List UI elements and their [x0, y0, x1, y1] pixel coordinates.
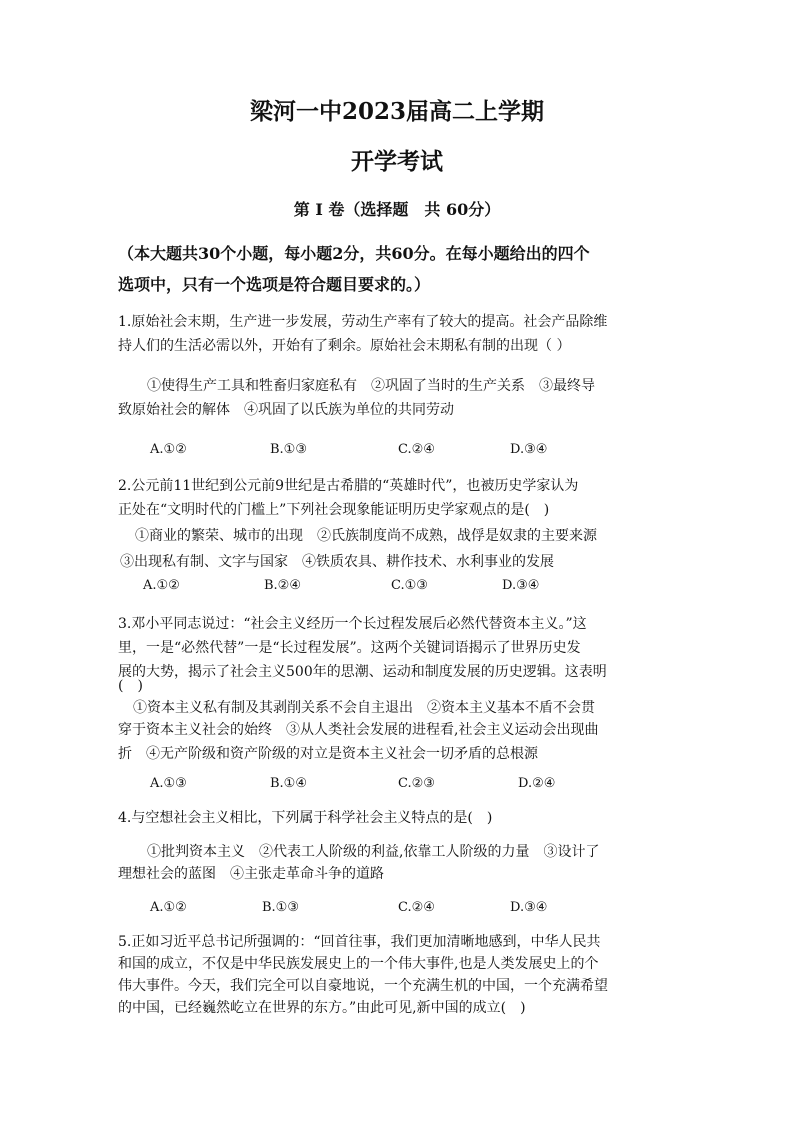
question-statements: 理想社会的蓝图 ④主张走革命斗争的道路 [118, 866, 384, 882]
question-stem: 正处在“文明时代的门槛上”下列社会现象能证明历史学家观点的是( ) [118, 502, 550, 518]
option-a[interactable]: A.①② [143, 578, 180, 593]
option-c[interactable]: C.②④ [398, 900, 435, 915]
exam-title: 梁河一中2023届高二上学期 [249, 98, 544, 125]
option-a[interactable]: A.①③ [150, 776, 187, 791]
question-stem: 3.邓小平同志说过：“社会主义经历一个长过程发展后必然代替资本主义。”这 [118, 616, 587, 632]
question-stem: 里，一是“必然代替”一是“长过程发展”。这两个关键词语揭示了世界历史发 [118, 640, 581, 656]
section-heading: 第 Ⅰ 卷（选择题 共 60分） [293, 200, 501, 219]
question-stem: 2.公元前11世纪到公元前9世纪是古希腊的“英雄时代”，也被历史学家认为 [118, 478, 579, 494]
question-statements: ①商业的繁荣、城市的出现 ②氏族制度尚不成熟，战俘是奴隶的主要来源 [135, 528, 597, 544]
option-c[interactable]: C.②④ [398, 442, 435, 457]
instruction-line: （本大题共30个小题，每小题2分，共60分。在每小题给出的四个 [118, 244, 590, 263]
option-d[interactable]: D.③④ [510, 442, 548, 457]
instructions [118, 238, 684, 300]
question-stem: 持人们的生活必需以外，开始有了剩余。原始社会末期私有制的出现（ ） [118, 338, 571, 354]
option-a[interactable]: A.①② [150, 442, 187, 457]
question-stem: 展的大势，揭示了社会主义500年的思潮、运动和制度发展的历史逻辑。这表明 [118, 664, 607, 680]
question-statements: ①资本主义私有制及其剥削关系不会自主退出 ②资本主义基本不盾不会贯 [133, 700, 595, 716]
option-d[interactable]: D.③④ [510, 900, 548, 915]
option-b[interactable]: B.①③ [262, 900, 299, 915]
question-stem: 和国的成立，不仅是中华民族发展史上的一个伟大事件,也是人类发展史上的个 [118, 956, 599, 972]
option-d[interactable]: D.③④ [502, 578, 540, 593]
option-b[interactable]: B.②④ [264, 578, 301, 593]
option-d[interactable]: D.②④ [518, 776, 556, 791]
question-statements: 致原始社会的解体 ④巩固了以氏族为单位的共同劳动 [118, 402, 454, 418]
option-a[interactable]: A.①② [150, 900, 187, 915]
question-statements: ①使得生产工具和牲畜归家庭私有 ②巩固了当时的生产关系 ③最终导 [147, 378, 595, 394]
option-b[interactable]: B.①③ [270, 442, 307, 457]
option-b[interactable]: B.①④ [270, 776, 307, 791]
option-c[interactable]: C.①③ [391, 578, 428, 593]
question-stem: ( ) [118, 678, 143, 694]
exam-subtitle: 开学考试 [351, 148, 443, 175]
question-stem: 伟大事件。今天，我们完全可以自豪地说，一个充满生机的中国，一个充满希望 [118, 978, 608, 994]
option-c[interactable]: C.②③ [398, 776, 435, 791]
question-stem: 5.正如习近平总书记所强调的：“回首往事，我们更加清晰地感到，中华人民共 [118, 934, 601, 950]
question-stem: 4.与空想社会主义相比，下列属于科学社会主义特点的是( ) [118, 810, 493, 826]
question-statements: ③出现私有制、文字与国家 ④铁质农具、耕作技术、水利事业的发展 [120, 554, 554, 570]
question-statements: 穿于资本主义社会的始终 ③从人类社会发展的进程看,社会主义运动会出现曲 [118, 722, 599, 738]
question-stem: 1.原始社会末期，生产进一步发展，劳动生产率有了较大的提高。社会产品除维 [118, 314, 608, 330]
instruction-line: 选项中，只有一个选项是符合题目要求的。） [118, 275, 431, 294]
question-stem: 的中国，已经巍然屹立在世界的东方。”由此可见,新中国的成立( ) [118, 1000, 526, 1016]
question-statements: 折 ④无产阶级和资产阶级的对立是资本主义社会一切矛盾的总根源 [118, 746, 538, 762]
question-statements: ①批判资本主义 ②代表工人阶级的利益,依靠工人阶级的力量 ③设计了 [147, 844, 600, 860]
